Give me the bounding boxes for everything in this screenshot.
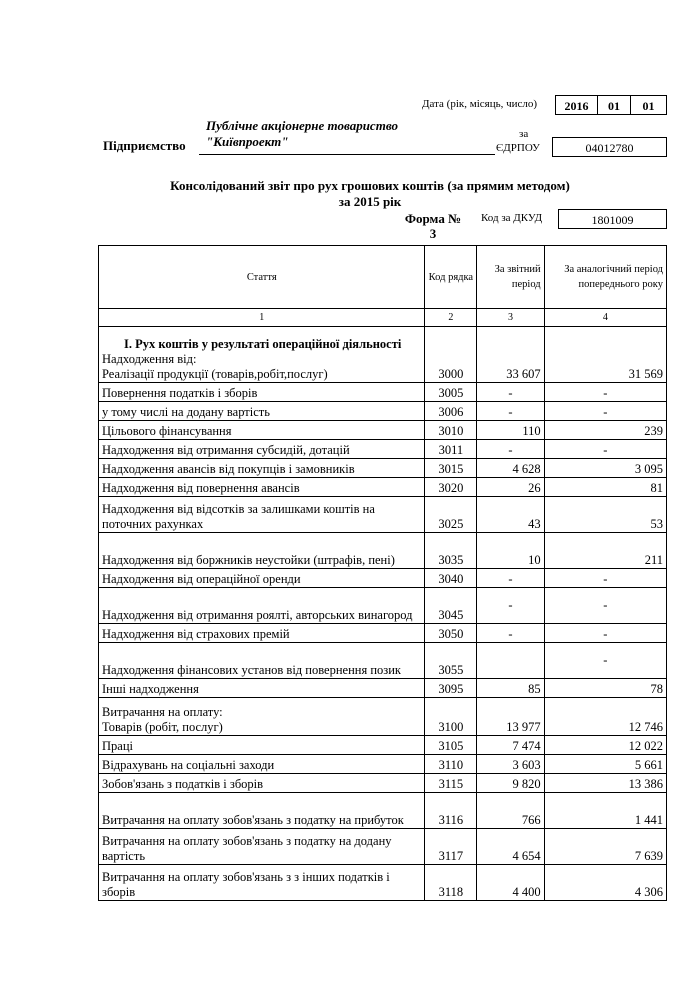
table-row [99, 829, 667, 865]
row-current-value: 85 [477, 679, 544, 698]
row-current-value: 110 [477, 421, 544, 440]
row-current-value: - [477, 588, 544, 624]
row-current-value: 43 [477, 497, 544, 533]
row-article-text: Відрахувань на соціальні заходи [102, 758, 275, 772]
row-article [99, 402, 425, 421]
row-previous-value: 53 [544, 497, 666, 533]
row-code: 3116 [425, 793, 477, 829]
row-code: 3025 [425, 497, 477, 533]
row-current-value: 4 654 [477, 829, 544, 865]
row-article [99, 440, 425, 459]
row-previous-value: 4 306 [544, 865, 666, 901]
row-code: 3010 [425, 421, 477, 440]
col-header-current: За звітний період [477, 246, 544, 309]
col-num-3: 3 [477, 309, 544, 327]
table-row [99, 533, 667, 569]
row-code: 3000 [425, 327, 477, 383]
row-article [99, 383, 425, 402]
col-num-1: 1 [99, 309, 425, 327]
row-current-value: - [477, 440, 544, 459]
row-code: 3050 [425, 624, 477, 643]
row-code: 3110 [425, 755, 477, 774]
company-line-1: Публічне акціонерне товариство [206, 118, 398, 133]
row-article-text: Інші надходження [102, 682, 199, 696]
table-row [99, 736, 667, 755]
row-previous-value: 78 [544, 679, 666, 698]
row-code: 3055 [425, 643, 477, 679]
company-underline [199, 154, 495, 155]
edrpou-label: ЄДРПОУ [496, 142, 540, 154]
row-article [99, 755, 425, 774]
row-previous-value: - [544, 588, 666, 624]
row-code: 3035 [425, 533, 477, 569]
row-current-value: 26 [477, 478, 544, 497]
row-current-value: 766 [477, 793, 544, 829]
row-article-text: Повернення податків і зборів [102, 386, 258, 400]
row-article-text: Витрачання на оплату зобов'язань з податку на додану вартість [102, 834, 392, 863]
za-label: за [519, 128, 529, 140]
row-article-text: Надходження від отримання субсидій, дотацій [102, 443, 350, 457]
dkud-label: Код за ДКУД [481, 212, 543, 224]
row-article [99, 793, 425, 829]
table-row [99, 755, 667, 774]
table-row [99, 421, 667, 440]
row-code: 3115 [425, 774, 477, 793]
row-current-value: - [477, 383, 544, 402]
table-header-row [99, 246, 667, 309]
row-previous-value: 3 095 [544, 459, 666, 478]
row-current-value: - [477, 624, 544, 643]
row-current-value: 9 820 [477, 774, 544, 793]
section-title: І. Рух коштів у результаті операційної діяльності [124, 337, 402, 351]
row-article-text: Надходження від відсотків за залишками коштів на поточних рахунках [102, 502, 375, 531]
row-article-text: Праці [102, 739, 133, 753]
row-previous-value: 1 441 [544, 793, 666, 829]
table-row [99, 478, 667, 497]
row-current-value [477, 643, 544, 679]
section-subtitle: Надходження від: [102, 352, 197, 366]
row-article [99, 459, 425, 478]
company-name [206, 118, 398, 150]
row-article [99, 327, 425, 383]
row-article [99, 679, 425, 698]
row-previous-value: - [544, 569, 666, 588]
row-article-text: Витрачання на оплату: [102, 705, 223, 719]
row-code: 3020 [425, 478, 477, 497]
row-article [99, 421, 425, 440]
table-row [99, 774, 667, 793]
row-code: 3015 [425, 459, 477, 478]
row-code: 3011 [425, 440, 477, 459]
row-article [99, 624, 425, 643]
row-article-subtext: Товарів (робіт, послуг) [102, 720, 223, 734]
row-article [99, 533, 425, 569]
row-article-text: Цільового фінансування [102, 424, 232, 438]
row-current-value: - [477, 402, 544, 421]
row-article-text: Зобов'язань з податків і зборів [102, 777, 264, 791]
date-day: 01 [630, 95, 667, 115]
row-previous-value: - [544, 643, 666, 679]
col-header-previous: За аналогічний період попереднього року [544, 246, 666, 309]
row-article [99, 643, 425, 679]
table-row [99, 459, 667, 478]
row-code: 3105 [425, 736, 477, 755]
title-line-1: Консолідований звіт про рух грошових коштів (за прямим методом) [170, 178, 570, 193]
row-article [99, 865, 425, 901]
row-article [99, 829, 425, 865]
row-code: 3100 [425, 698, 477, 736]
row-code: 3117 [425, 829, 477, 865]
row-article [99, 478, 425, 497]
row-code: 3118 [425, 865, 477, 901]
table-row [99, 679, 667, 698]
row-article-text: Надходження від боржників неустойки (штрафів, пені) [102, 553, 395, 567]
table-row [99, 793, 667, 829]
row-previous-value: 211 [544, 533, 666, 569]
table-row [99, 624, 667, 643]
col-num-4: 4 [544, 309, 666, 327]
row-code: 3095 [425, 679, 477, 698]
row-article [99, 698, 425, 736]
row-previous-value: 81 [544, 478, 666, 497]
row-current-value: 13 977 [477, 698, 544, 736]
table-row [99, 643, 667, 679]
row-article-text: Витрачання на оплату зобов'язань з з інших податків і зборів [102, 870, 390, 899]
row-previous-value: - [544, 402, 666, 421]
column-number-row [99, 309, 667, 327]
edrpou-code: 04012780 [552, 137, 667, 157]
table-row [99, 497, 667, 533]
row-current-value: 7 474 [477, 736, 544, 755]
row-current-value: 4 628 [477, 459, 544, 478]
table-row [99, 402, 667, 421]
row-previous-value: - [544, 440, 666, 459]
row-article [99, 569, 425, 588]
row-current-value: 33 607 [477, 327, 544, 383]
table-row [99, 327, 667, 383]
row-previous-value: 12 022 [544, 736, 666, 755]
row-current-value: - [477, 569, 544, 588]
form-value: 3 [429, 226, 437, 241]
row-article-text: Надходження від повернення авансів [102, 481, 300, 495]
table-row [99, 588, 667, 624]
row-article-text: Надходження авансів від покупців і замовників [102, 462, 355, 476]
row-article [99, 774, 425, 793]
col-num-2: 2 [425, 309, 477, 327]
row-previous-value: 7 639 [544, 829, 666, 865]
row-previous-value: 31 569 [544, 327, 666, 383]
row-article-text: Надходження від отримання роялті, авторських винагород [102, 608, 413, 622]
form-number [398, 211, 468, 241]
row-code: 3005 [425, 383, 477, 402]
col-header-article: Стаття [99, 246, 425, 309]
row-previous-value: 239 [544, 421, 666, 440]
form-label: Форма № [404, 211, 462, 226]
row-current-value: 4 400 [477, 865, 544, 901]
table-row [99, 865, 667, 901]
date-year: 2016 [555, 95, 598, 115]
title-line-2: за 2015 рік [338, 194, 402, 209]
dkud-code: 1801009 [558, 209, 667, 229]
cash-flow-table [98, 245, 667, 901]
row-article [99, 497, 425, 533]
report-title [130, 178, 610, 210]
row-article-text: Реалізації продукції (товарів,робіт,послуг) [102, 367, 328, 381]
date-month: 01 [597, 95, 631, 115]
table-row [99, 383, 667, 402]
date-label: Дата (рік, місяць, число) [422, 98, 538, 110]
row-code: 3040 [425, 569, 477, 588]
row-article-text: у тому числі на додану вартість [102, 405, 270, 419]
table-row [99, 569, 667, 588]
row-article-text: Надходження фінансових установ від повернення позик [102, 663, 401, 677]
row-article-text: Надходження від операційної оренди [102, 572, 301, 586]
table-row [99, 440, 667, 459]
table-row [99, 698, 667, 736]
row-current-value: 10 [477, 533, 544, 569]
row-article [99, 736, 425, 755]
company-line-2: "Київпроект" [206, 134, 289, 149]
row-previous-value: - [544, 383, 666, 402]
row-article-text: Витрачання на оплату зобов'язань з податку на прибуток [102, 813, 404, 827]
col-header-code: Код рядка [425, 246, 477, 309]
row-code: 3045 [425, 588, 477, 624]
row-previous-value: - [544, 624, 666, 643]
row-current-value: 3 603 [477, 755, 544, 774]
row-article-text: Надходження від страхових премій [102, 627, 290, 641]
row-previous-value: 5 661 [544, 755, 666, 774]
enterprise-label: Підприємство [103, 138, 186, 153]
row-article [99, 588, 425, 624]
row-code: 3006 [425, 402, 477, 421]
row-previous-value: 13 386 [544, 774, 666, 793]
row-previous-value: 12 746 [544, 698, 666, 736]
